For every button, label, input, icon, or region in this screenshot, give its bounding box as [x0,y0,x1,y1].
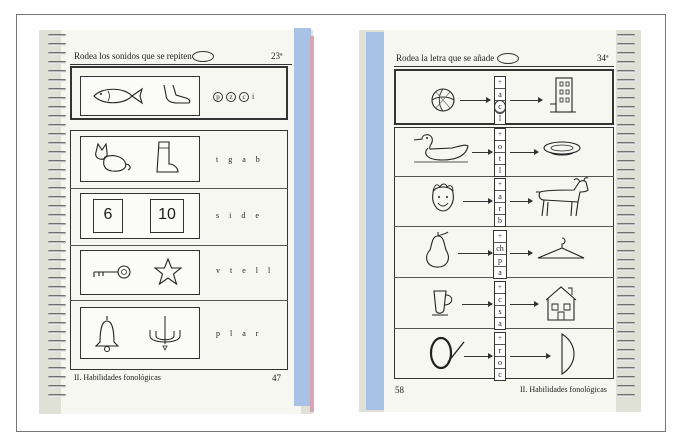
spiral-ring [48,376,66,379]
spiral-ring [617,349,635,352]
left-page-title: Rodea los sonidos que se repiten [74,51,192,61]
letter-option[interactable]: c [498,370,502,379]
spiral-ring [617,142,635,145]
cup-icon [428,285,458,319]
duck-icon [412,132,470,164]
right-page-number: 58 [395,385,404,395]
row-separator [70,188,288,189]
spiral-ring [617,376,635,379]
spiral-ring [48,268,66,271]
circled-letter[interactable]: z [226,92,236,102]
spiral-ring [617,97,635,100]
letter-option[interactable]: r [495,203,505,215]
right-title-rule [394,66,614,67]
letter-option[interactable]: ch [494,243,506,255]
letter-option[interactable]: t [495,153,505,165]
spiral-ring [617,178,635,181]
spiral-ring [48,385,66,388]
arrow-icon [463,201,492,202]
arrow-icon [510,253,532,254]
spiral-ring [48,232,66,235]
plus-sign: + [495,77,505,89]
number-card: 6 [93,199,123,233]
spiral-ring [617,34,635,37]
spiral-binding-right [617,34,635,403]
cat-icon [92,142,134,174]
letter-choice-box[interactable] [494,178,506,227]
pear-icon [422,230,454,270]
spiral-ring [617,277,635,280]
star-icon [153,258,183,286]
spiral-ring [48,214,66,217]
key-icon [90,262,132,282]
spiral-ring [617,79,635,82]
spiral-ring [48,259,66,262]
spiral-ring [48,61,66,64]
spiral-ring [48,394,66,397]
letter-option[interactable]: a [498,319,502,328]
letter-option[interactable]: a [495,89,505,101]
spiral-ring [48,367,66,370]
right-page-title: Rodea la letra que se añade [396,53,495,63]
spiral-ring [617,313,635,316]
hanger-icon [536,236,586,262]
spiral-ring [48,358,66,361]
spiral-ring [617,385,635,388]
letter-choice-box[interactable] [494,281,506,330]
plus-sign: + [495,333,505,345]
arrow-icon [510,304,538,305]
plate-icon [542,140,582,160]
left-row-4-letters[interactable]: v t e l l [216,266,275,275]
spiral-ring [48,277,66,280]
spiral-ring [617,295,635,298]
spiral-binding-left [48,34,66,403]
plain-letter[interactable]: i [252,92,259,101]
spiral-ring [48,286,66,289]
spiral-ring [617,115,635,118]
plus-sign: + [495,282,505,294]
letter-option[interactable]: c [495,101,505,113]
spiral-ring [617,196,635,199]
spiral-ring [617,340,635,343]
row-separator [70,245,288,246]
ball-icon [430,87,456,113]
letter-choice-box[interactable] [494,128,506,177]
spiral-ring [48,340,66,343]
spiral-ring [617,250,635,253]
chandelier-icon [144,314,186,354]
foot-icon [160,83,192,105]
left-title-rule [70,64,292,65]
letter-choice-box[interactable] [494,332,506,381]
spiral-ring [617,187,635,190]
left-row-1-letters [213,92,258,102]
spiral-ring [48,241,66,244]
spiral-ring [617,241,635,244]
letter-choice-box[interactable] [493,230,507,279]
plus-sign: + [495,179,505,191]
spiral-ring [48,295,66,298]
arrow-icon [510,356,550,357]
spiral-ring [617,394,635,397]
spiral-ring [617,223,635,226]
goat-icon [534,178,592,220]
spiral-ring [617,70,635,73]
spiral-ring [48,304,66,307]
spiral-ring [48,142,66,145]
spiral-ring [48,349,66,352]
spiral-ring [48,115,66,118]
circled-letter[interactable]: p [213,92,223,102]
spiral-ring [48,223,66,226]
letter-option[interactable]: l [498,166,502,175]
letter-option[interactable]: p [494,255,506,267]
left-page-number: 47 [272,373,281,383]
arrow-icon [464,356,492,357]
spiral-ring [48,313,66,316]
spiral-ring [48,187,66,190]
building-icon [548,76,578,116]
spiral-ring [48,34,66,37]
right-page-edge [366,32,385,410]
spiral-ring [48,331,66,334]
spiral-ring [48,88,66,91]
face-icon [428,181,458,213]
letter-option[interactable]: r [495,345,505,357]
spiral-ring [48,52,66,55]
spiral-ring [617,259,635,262]
letter-option[interactable]: a [498,268,502,277]
spiral-ring [617,160,635,163]
spiral-ring [617,304,635,307]
plus-sign: + [495,129,505,141]
spiral-ring [48,133,66,136]
spiral-ring [617,169,635,172]
spiral-ring [617,268,635,271]
fish-icon [92,86,144,106]
answer-oval-left[interactable] [192,51,214,62]
arrow-icon [472,152,492,153]
spiral-ring [617,367,635,370]
spiral-ring [48,97,66,100]
spiral-ring [48,43,66,46]
zero-icon [426,334,466,372]
spiral-ring [617,214,635,217]
spiral-ring [48,169,66,172]
spiral-ring [617,61,635,64]
right-footer-section: II. Habilidades fonológicas [520,385,607,394]
circled-letter[interactable]: c [239,92,249,102]
arrow-icon [510,100,542,101]
arrow-icon [510,152,538,153]
bow-icon [556,332,580,376]
right-page-badge: 34ª [597,53,609,63]
spiral-ring [617,205,635,208]
left-page-edge [294,28,311,406]
arrow-icon [510,201,532,202]
spiral-ring [617,106,635,109]
spiral-ring [617,322,635,325]
spiral-ring [48,205,66,208]
letter-option[interactable]: b [498,216,502,225]
row-separator [70,300,288,301]
left-row-2-letters[interactable]: t g a b [216,155,264,164]
plus-sign: + [494,231,506,243]
spiral-ring [48,70,66,73]
boot-icon [154,140,180,176]
left-row-3-letters[interactable]: s i d e [216,211,263,220]
bell-icon [92,314,122,354]
arrow-icon [462,304,492,305]
left-page-cover-edge [310,36,314,412]
spiral-ring [48,178,66,181]
spiral-ring [48,250,66,253]
left-page-badge: 23ª [271,51,283,61]
spiral-ring [48,106,66,109]
spiral-ring [48,151,66,154]
spiral-ring [617,124,635,127]
number-card: 10 [150,199,184,233]
answer-oval-right[interactable] [497,53,519,64]
letter-option[interactable]: o [495,357,505,369]
letter-option[interactable]: o [495,141,505,153]
letter-option[interactable]: s [495,306,505,318]
letter-option[interactable]: a [495,191,505,203]
spiral-ring [617,358,635,361]
left-footer-section: II. Habilidades fonológicas [74,373,161,382]
letter-option[interactable]: c [495,294,505,306]
left-row-5-letters[interactable]: p l a r [216,329,263,338]
letter-option[interactable]: l [498,114,502,123]
spiral-ring [48,322,66,325]
spiral-ring [48,196,66,199]
arrow-icon [458,253,492,254]
spiral-ring [48,79,66,82]
spiral-ring [617,286,635,289]
spiral-ring [48,160,66,163]
spiral-ring [617,88,635,91]
spiral-ring [48,124,66,127]
spiral-ring [617,232,635,235]
letter-choice-box[interactable] [494,76,506,125]
house-icon [542,284,580,322]
spiral-ring [617,331,635,334]
spiral-ring [617,133,635,136]
spiral-ring [617,151,635,154]
spiral-ring [617,52,635,55]
arrow-icon [460,100,490,101]
spiral-ring [617,43,635,46]
